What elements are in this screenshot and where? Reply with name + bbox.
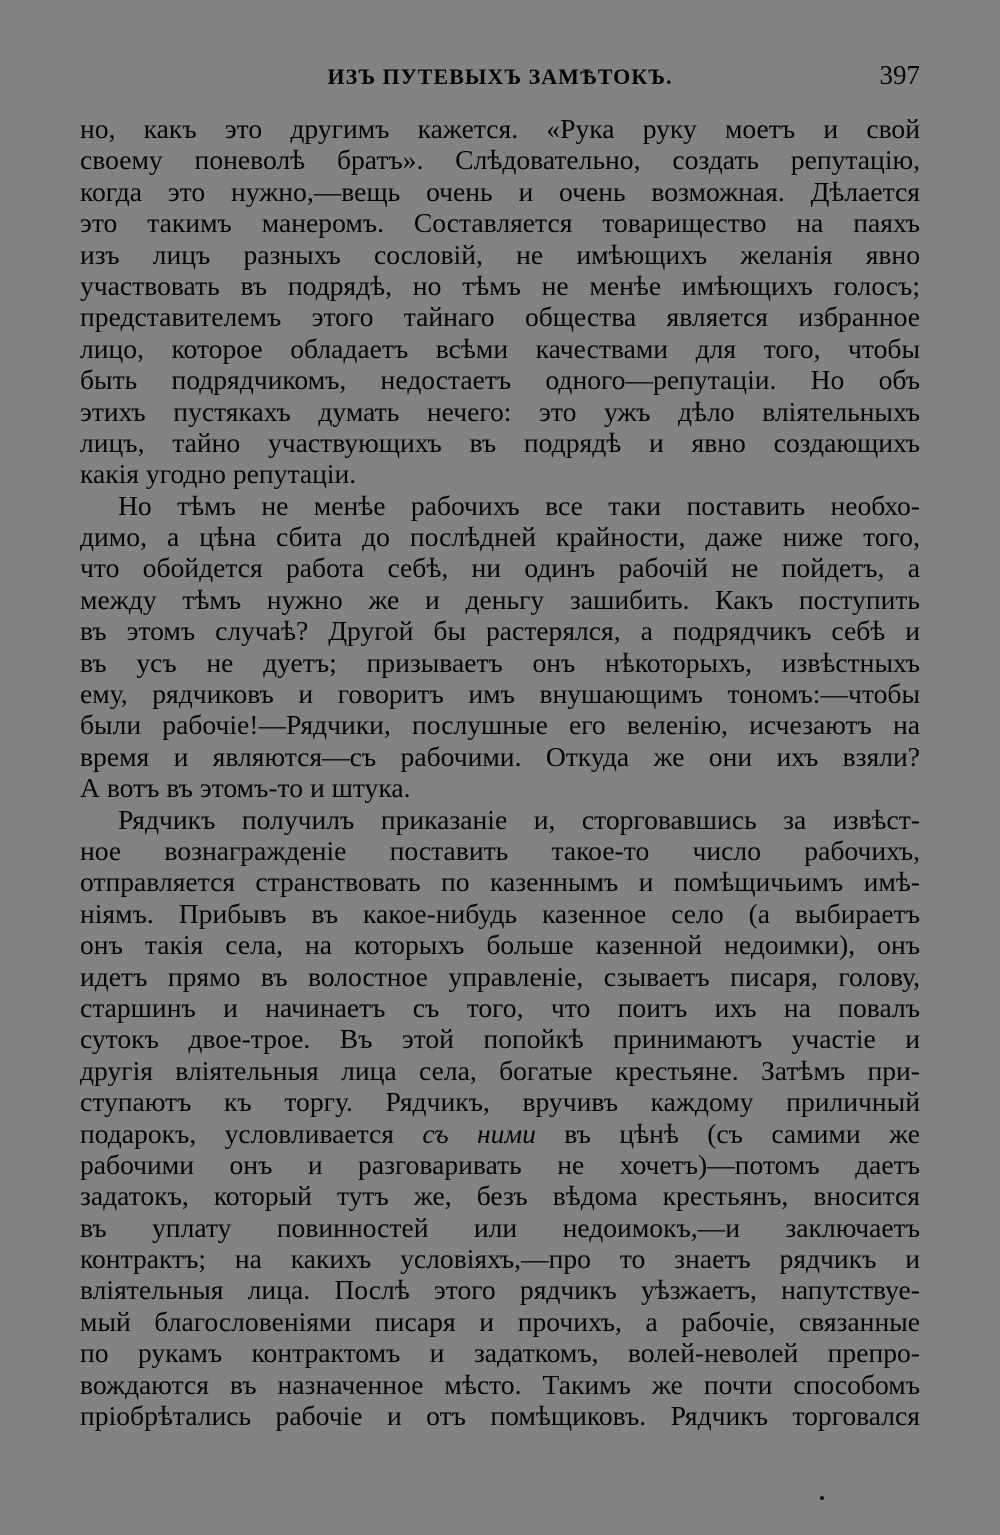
text-line: ему, рядчиковъ и говоритъ имъ внушающимъ тономъ:—чтобы	[80, 678, 920, 710]
text-line: ное вознагражденіе поставить такое-то число рабочихъ,	[80, 834, 920, 866]
text-run: въ цѣнѣ (съ самими же	[535, 1117, 920, 1149]
text-line: лицо, которое обладаетъ всѣми качествами для того, чтобы	[80, 332, 920, 364]
text-line: были рабочіе!—Рядчики, послушные его веленію, исчезаютъ на	[80, 709, 920, 741]
text-line: идетъ прямо въ волостное управленіе, сзываетъ писаря, голову,	[80, 960, 920, 992]
text-line: представителемъ этого тайнаго общества является избранное	[80, 301, 920, 333]
text-line: Но тѣмъ не менѣе рабочихъ все таки поставить необхо-	[118, 489, 920, 521]
text-line: этихъ пустякахъ думать нечего: это ужъ дѣло вліятельныхъ	[80, 395, 920, 427]
text-line-with-italic	[80, 1118, 920, 1149]
paragraph-2	[80, 490, 920, 804]
ink-speck	[820, 1496, 824, 1500]
text-line: рабочими онъ и разговаривать не хочетъ)—потомъ даетъ	[80, 1148, 920, 1180]
text-line: контрактъ; на какихъ условіяхъ,—про то знаетъ рядчикъ и	[80, 1243, 920, 1275]
text-line: изъ лицъ разныхъ сословій, не имѣющихъ желанія явно	[80, 238, 920, 270]
text-line: своему поневолѣ братъ». Слѣдовательно, создать репутацію,	[80, 144, 920, 176]
text-line: димо, а цѣна сбита до послѣдней крайности, даже ниже того,	[80, 521, 920, 553]
text-line: между тѣмъ нужно же и деньгу зашибить. Какъ поступить	[80, 583, 920, 615]
text-line: когда это нужно,—вещь очень и очень возможная. Дѣлается	[80, 175, 920, 207]
text-run: подарокъ, условливается	[80, 1117, 423, 1149]
italic-text-run: съ ними	[422, 1117, 536, 1149]
body-text	[80, 113, 920, 1431]
running-head	[80, 60, 920, 92]
text-line: участвовать въ подрядѣ, но тѣмъ не менѣе имѣющихъ голосъ;	[80, 269, 920, 301]
text-line: другія вліятельныя лица села, богатые крестьяне. Затѣмъ при-	[80, 1054, 920, 1086]
text-line: какія угодно репутаціи.	[80, 458, 357, 490]
paragraph-3	[80, 804, 920, 1432]
text-line: ступаютъ къ торгу. Рядчикъ, вручивъ каждому приличный	[80, 1086, 920, 1118]
text-line: Рядчикъ получилъ приказаніе и, сторговавшись за извѣст-	[118, 803, 920, 835]
text-line: въ уплату повинностей или недоимокъ,—и заключаетъ	[80, 1211, 920, 1243]
text-line: вождаются въ назначенное мѣсто. Такимъ же почти способомъ	[80, 1368, 920, 1400]
text-line: отправляется странствовать по казеннымъ и помѣщичьимъ имѣ-	[80, 866, 920, 898]
paragraph-1	[80, 113, 920, 490]
text-line: вліятельныя лица. Послѣ этого рядчикъ уѣзжаетъ, напутствуе-	[80, 1274, 920, 1306]
text-line: задатокъ, который тутъ же, безъ вѣдома крестьянъ, вносится	[80, 1180, 920, 1212]
text-line: А вотъ въ этомъ-то и штука.	[80, 772, 411, 804]
text-line: но, какъ это другимъ кажется. «Рука руку моетъ и свой	[80, 113, 920, 144]
text-line: время и являются—съ рабочими. Откуда же они ихъ взяли?	[80, 740, 920, 772]
text-line: въ этомъ случаѣ? Другой бы растерялся, а подрядчикъ себѣ и	[80, 615, 920, 647]
text-line: въ усъ не дуетъ; призываетъ онъ нѣкоторыхъ, извѣстныхъ	[80, 646, 920, 678]
text-line: мый благословеніями писаря и прочихъ, а рабочіе, связанные	[80, 1305, 920, 1337]
text-line: ніямъ. Прибывъ въ какое-нибудь казенное село (а выбираетъ	[80, 897, 920, 929]
text-line: онъ такія села, на которыхъ больше казенной недоимки), онъ	[80, 929, 920, 961]
text-line: сутокъ двое-трое. Въ этой попойкѣ принимаютъ участіе и	[80, 1023, 920, 1055]
running-title: ИЗЪ ПУТЕВЫХЪ ЗАМѢТОКЪ.	[327, 64, 673, 89]
text-line: по рукамъ контрактомъ и задаткомъ, волей-неволей препро-	[80, 1337, 920, 1369]
text-line: это такимъ манеромъ. Составляется товарищество на паяхъ	[80, 207, 920, 239]
text-line: лицъ, тайно участвующихъ въ подрядѣ и явно создающихъ	[80, 426, 920, 458]
text-line: пріобрѣтались рабочіе и отъ помѣщиковъ. Рядчикъ торговался	[80, 1400, 920, 1432]
text-line: быть подрядчикомъ, недостаетъ одного—репутаціи. Но объ	[80, 364, 920, 396]
page-number: 397	[879, 60, 920, 90]
text-line: старшинъ и начинаетъ съ того, что поитъ ихъ на повалъ	[80, 991, 920, 1023]
text-line: что обойдется работа себѣ, ни одинъ рабочій не пойдетъ, а	[80, 552, 920, 584]
